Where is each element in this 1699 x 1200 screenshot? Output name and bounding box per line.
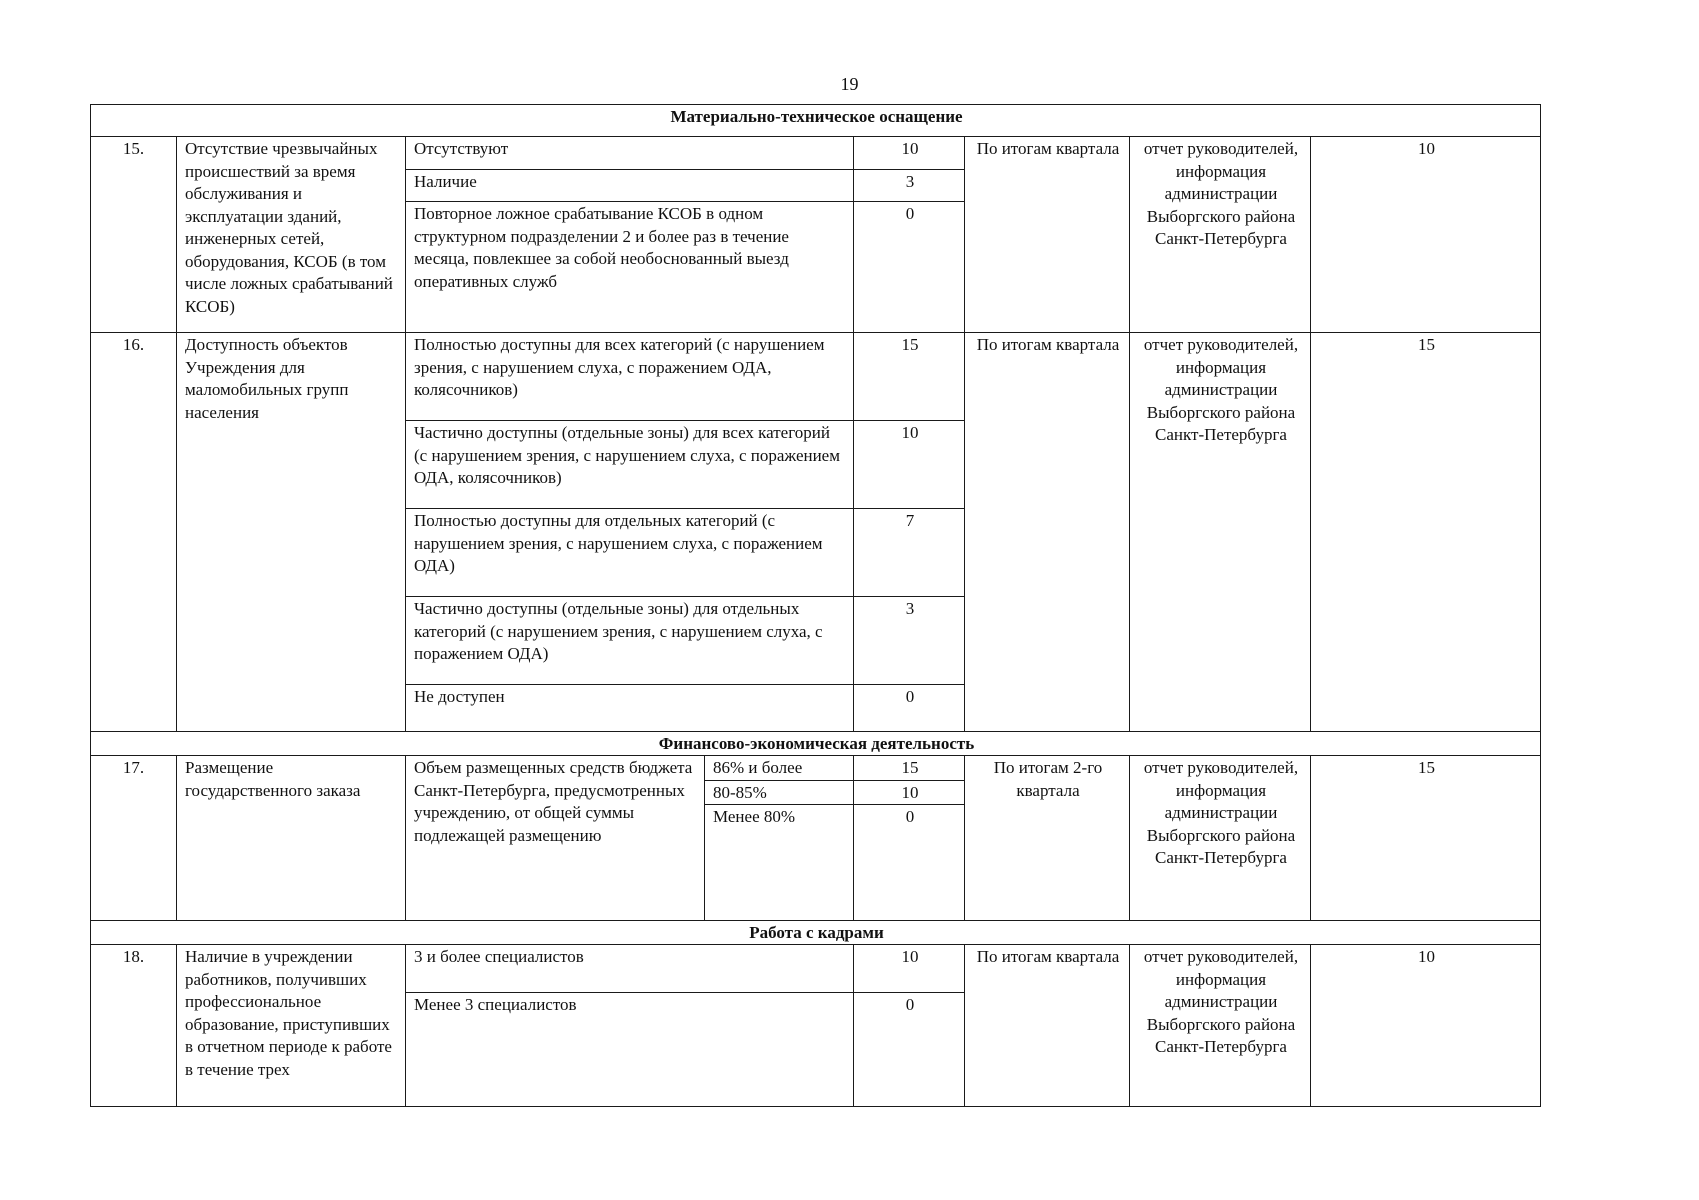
row-number: 17. [91,756,177,921]
option-points: 3 [854,170,965,202]
max-points: 15 [1311,756,1541,921]
section-title: Работа с кадрами [91,921,1541,945]
period: По итогам 2-го квартала [965,756,1130,921]
option-points: 15 [854,333,965,421]
criteria-table [90,104,1541,1107]
option-points: 0 [854,202,965,333]
table-row [91,333,1541,421]
indicator-name: Размещение государственного заказа [177,756,406,921]
source: отчет руководителей, информация администрации Выборгского района Санкт-Петербурга [1130,945,1311,1107]
indicator-name: Наличие в учреждении работников, получивших профессиональное образование, приступивших в отчетном периоде к работе в течение трех [177,945,406,1107]
option-text: 80-85% [705,780,854,805]
section-row-finance [91,732,1541,756]
table-row [91,756,1541,781]
option-points: 10 [854,945,965,993]
option-points: 15 [854,756,965,781]
source: отчет руководителей, информация администрации Выборгского района Санкт-Петербурга [1130,137,1311,333]
section-title: Материально-техническое оснащение [91,105,1541,137]
option-points: 10 [854,780,965,805]
row-number: 15. [91,137,177,333]
max-points: 10 [1311,137,1541,333]
option-text: Отсутствуют [406,137,854,170]
option-points: 10 [854,137,965,170]
source: отчет руководителей, информация администрации Выборгского района Санкт-Петербурга [1130,333,1311,732]
table-row [91,945,1541,993]
option-points: 7 [854,509,965,597]
section-title: Финансово-экономическая деятельность [91,732,1541,756]
max-points: 15 [1311,333,1541,732]
option-text: Частично доступны (отдельные зоны) для отдельных категорий (с нарушением зрения, с нарушением слуха, с поражением ОДА) [406,597,854,685]
period: По итогам квартала [965,945,1130,1107]
option-text: 86% и более [705,756,854,781]
criterion-text: Объем размещенных средств бюджета Санкт-Петербурга, предусмотренных учреждению, от общей суммы подлежащей размещению [406,756,705,921]
option-points: 3 [854,597,965,685]
option-text: Повторное ложное срабатывание КСОБ в одном структурном подразделении 2 и более раз в течение месяца, повлекшее за собой необоснованный выезд оперативных служб [406,202,854,333]
period: По итогам квартала [965,333,1130,732]
source: отчет руководителей, информация администрации Выборгского района Санкт-Петербурга [1130,756,1311,921]
option-text: Полностью доступны для отдельных категорий (с нарушением зрения, с нарушением слуха, с поражением ОДА) [406,509,854,597]
section-row-material [91,105,1541,137]
option-text: Полностью доступны для всех категорий (с нарушением зрения, с нарушением слуха, с поражением ОДА, колясочников) [406,333,854,421]
option-text: Не доступен [406,685,854,732]
row-number: 18. [91,945,177,1107]
option-text: Частично доступны (отдельные зоны) для всех категорий (с нарушением зрения, с нарушением слуха, с поражением ОДА, колясочников) [406,421,854,509]
option-points: 0 [854,993,965,1107]
option-text: Менее 80% [705,805,854,921]
indicator-name: Отсутствие чрезвычайных происшествий за время обслуживания и эксплуатации зданий, инженерных сетей, оборудования, КСОБ (в том числе ложных срабатываний КСОБ) [177,137,406,333]
option-text: Наличие [406,170,854,202]
period: По итогам квартала [965,137,1130,333]
option-text: 3 и более специалистов [406,945,854,993]
option-points: 10 [854,421,965,509]
max-points: 10 [1311,945,1541,1107]
page-number: 19 [840,74,859,94]
section-row-staff [91,921,1541,945]
option-text: Менее 3 специалистов [406,993,854,1107]
option-points: 0 [854,805,965,921]
table-row [91,137,1541,170]
row-number: 16. [91,333,177,732]
option-points: 0 [854,685,965,732]
indicator-name: Доступность объектов Учреждения для маломобильных групп населения [177,333,406,732]
